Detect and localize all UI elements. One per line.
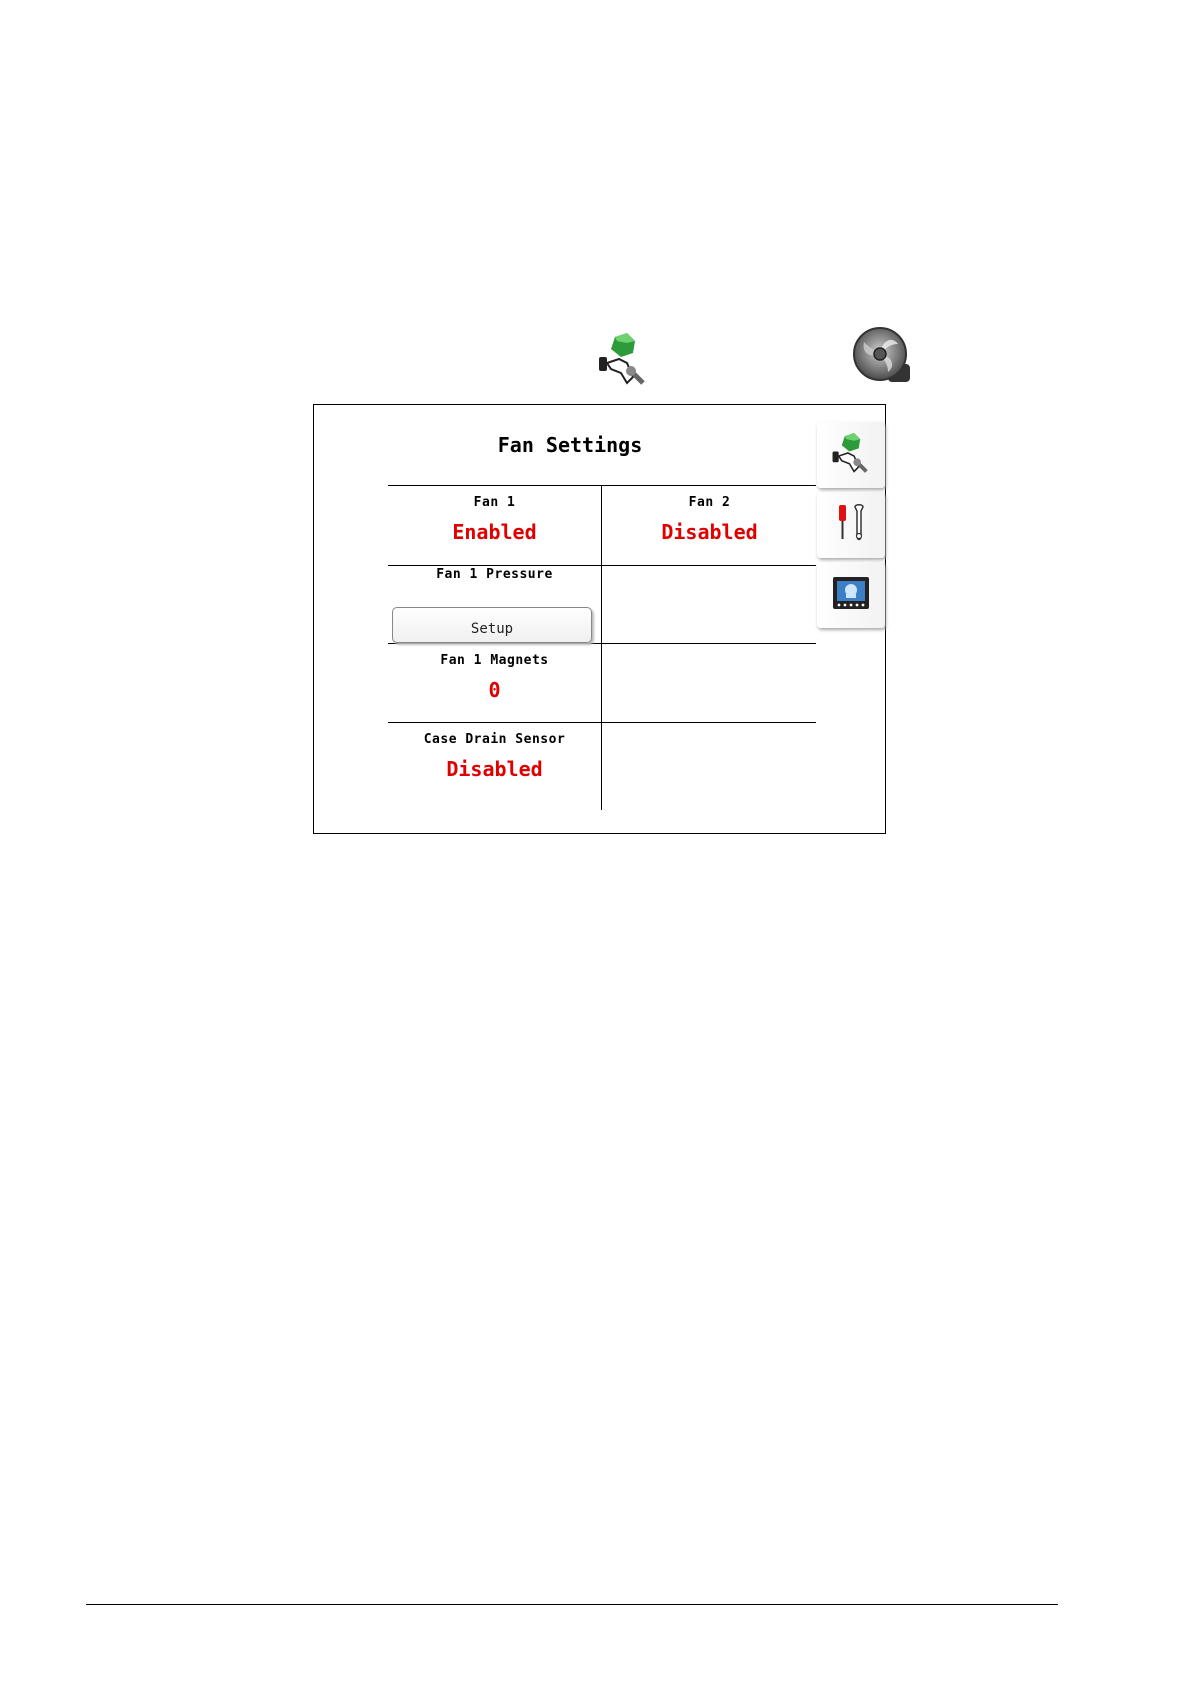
fan1-magnets-value: 0	[488, 678, 501, 702]
video-tab[interactable]	[817, 562, 885, 628]
settings-grid	[388, 485, 816, 810]
setup-icon	[597, 333, 649, 385]
setup-tab[interactable]	[817, 422, 885, 488]
fan1-cell[interactable]	[388, 495, 601, 544]
grid-divider	[388, 485, 816, 486]
case-drain-status: Disabled	[446, 757, 543, 781]
grid-divider	[388, 565, 816, 566]
tools-icon	[833, 503, 869, 548]
grid-divider	[601, 485, 602, 810]
fan-settings-screen	[313, 404, 886, 834]
fan2-status: Disabled	[661, 520, 758, 544]
page-footer-rule	[86, 1604, 1058, 1605]
setup-icon	[831, 433, 871, 478]
fan1-magnets-cell[interactable]	[388, 653, 601, 702]
fan1-pressure-label: Fan 1 Pressure	[436, 567, 553, 582]
fan2-label: Fan 2	[688, 495, 731, 510]
case-drain-label: Case Drain Sensor	[423, 732, 566, 747]
fan1-label: Fan 1	[473, 495, 516, 510]
video-icon	[832, 576, 870, 615]
fan1-magnets-label: Fan 1 Magnets	[440, 653, 549, 668]
fan-icon	[852, 326, 912, 386]
setup-button[interactable]: Setup	[392, 607, 592, 643]
tools-tab[interactable]	[817, 492, 885, 558]
fan2-cell[interactable]	[603, 495, 816, 544]
case-drain-cell[interactable]	[388, 732, 601, 781]
fan1-pressure-cell	[388, 567, 601, 643]
screen-title: Fan Settings	[497, 433, 643, 457]
grid-divider	[388, 722, 816, 723]
grid-divider	[388, 643, 816, 644]
fan1-status: Enabled	[452, 520, 537, 544]
